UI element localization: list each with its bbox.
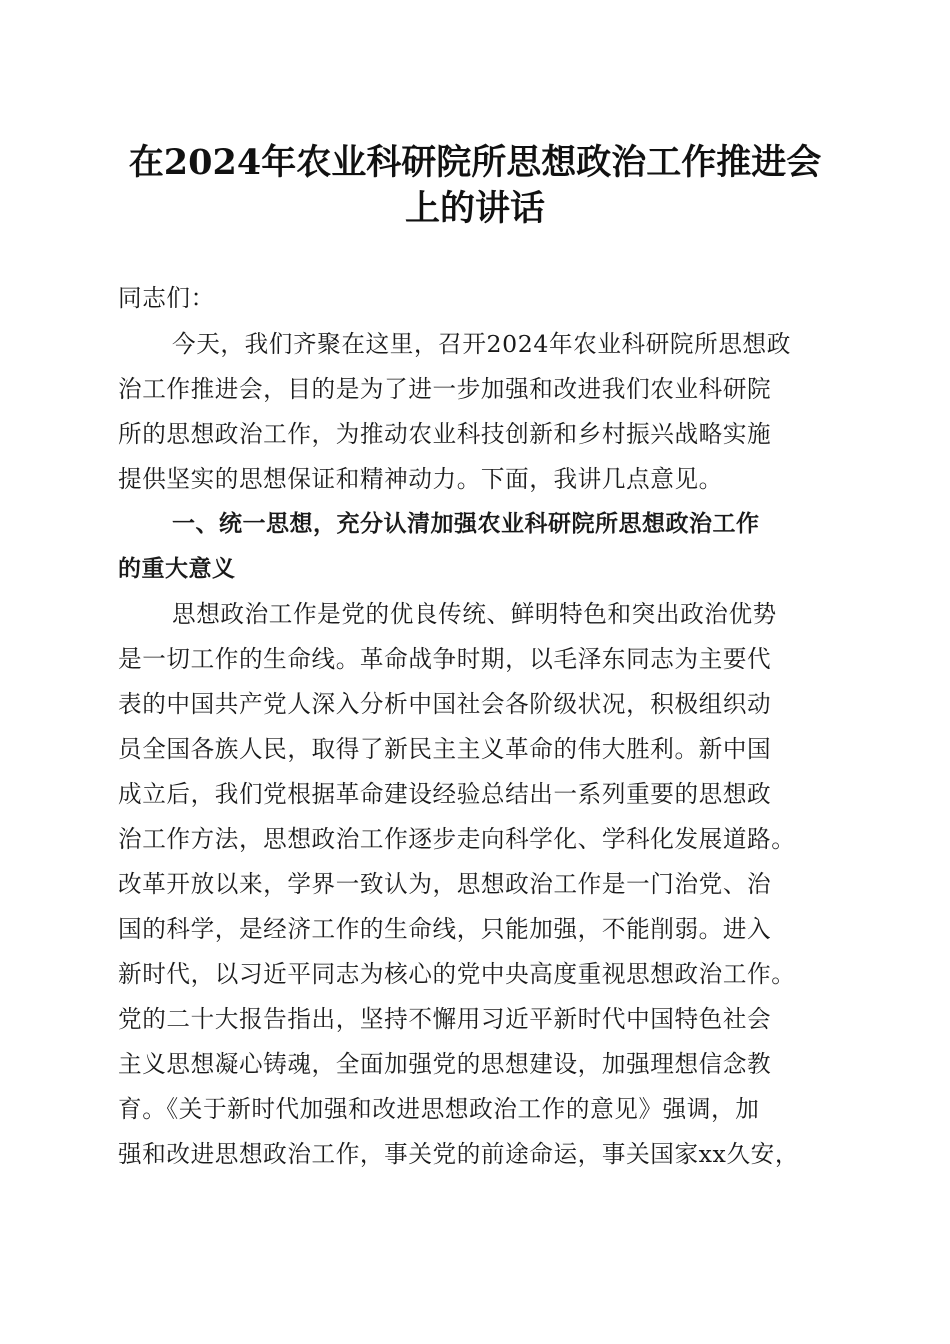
paragraph-line: 表的中国共产党人深入分析中国社会各阶级状况，积极组织动 xyxy=(118,690,772,718)
paragraph-line: 强和改进思想政治工作，事关党的前途命运，事关国家xx久安， xyxy=(118,1140,800,1168)
document-title-line-1: 在2024年农业科研院所思想政治工作推进会 xyxy=(128,142,822,183)
paragraph-line: 提供坚实的思想保证和精神动力。下面，我讲几点意见。 xyxy=(118,465,723,493)
paragraph-line: 育。《关于新时代加强和改进思想政治工作的意见》强调，加 xyxy=(118,1095,760,1123)
paragraph-line: 主义思想凝心铸魂，全面加强党的思想建设，加强理想信念教 xyxy=(118,1050,772,1078)
section-heading: 一、统一思想，充分认清加强农业科研院所思想政治工作 xyxy=(172,511,760,537)
paragraph-line: 员全国各族人民，取得了新民主主义革命的伟大胜利。新中国 xyxy=(118,735,772,763)
salutation: 同志们： xyxy=(118,284,215,312)
paragraph-line: 成立后，我们党根据革命建设经验总结出一系列重要的思想政 xyxy=(118,780,772,808)
paragraph-line: 改革开放以来，学界一致认为，思想政治工作是一门治党、治 xyxy=(118,870,772,898)
paragraph-line: 今天，我们齐聚在这里，召开2024年农业科研院所思想政 xyxy=(172,330,791,358)
paragraph-line: 党的二十大报告指出，坚持不懈用习近平新时代中国特色社会 xyxy=(118,1005,772,1033)
paragraph-line: 治工作推进会，目的是为了进一步加强和改进我们农业科研院 xyxy=(118,375,772,403)
paragraph-line: 国的科学，是经济工作的生命线，只能加强，不能削弱。进入 xyxy=(118,915,772,943)
paragraph-line: 思想政治工作是党的优良传统、鲜明特色和突出政治优势 xyxy=(172,600,777,628)
paragraph-line: 是一切工作的生命线。革命战争时期，以毛泽东同志为主要代 xyxy=(118,645,772,673)
document-title-line-2: 上的讲话 xyxy=(404,188,545,229)
paragraph-line: 所的思想政治工作，为推动农业科技创新和乡村振兴战略实施 xyxy=(118,420,772,448)
paragraph-line: 治工作方法，思想政治工作逐步走向科学化、学科化发展道路。 xyxy=(118,825,796,853)
paragraph-line: 新时代，以习近平同志为核心的党中央高度重视思想政治工作。 xyxy=(118,960,796,988)
section-heading-cont: 的重大意义 xyxy=(118,556,236,582)
